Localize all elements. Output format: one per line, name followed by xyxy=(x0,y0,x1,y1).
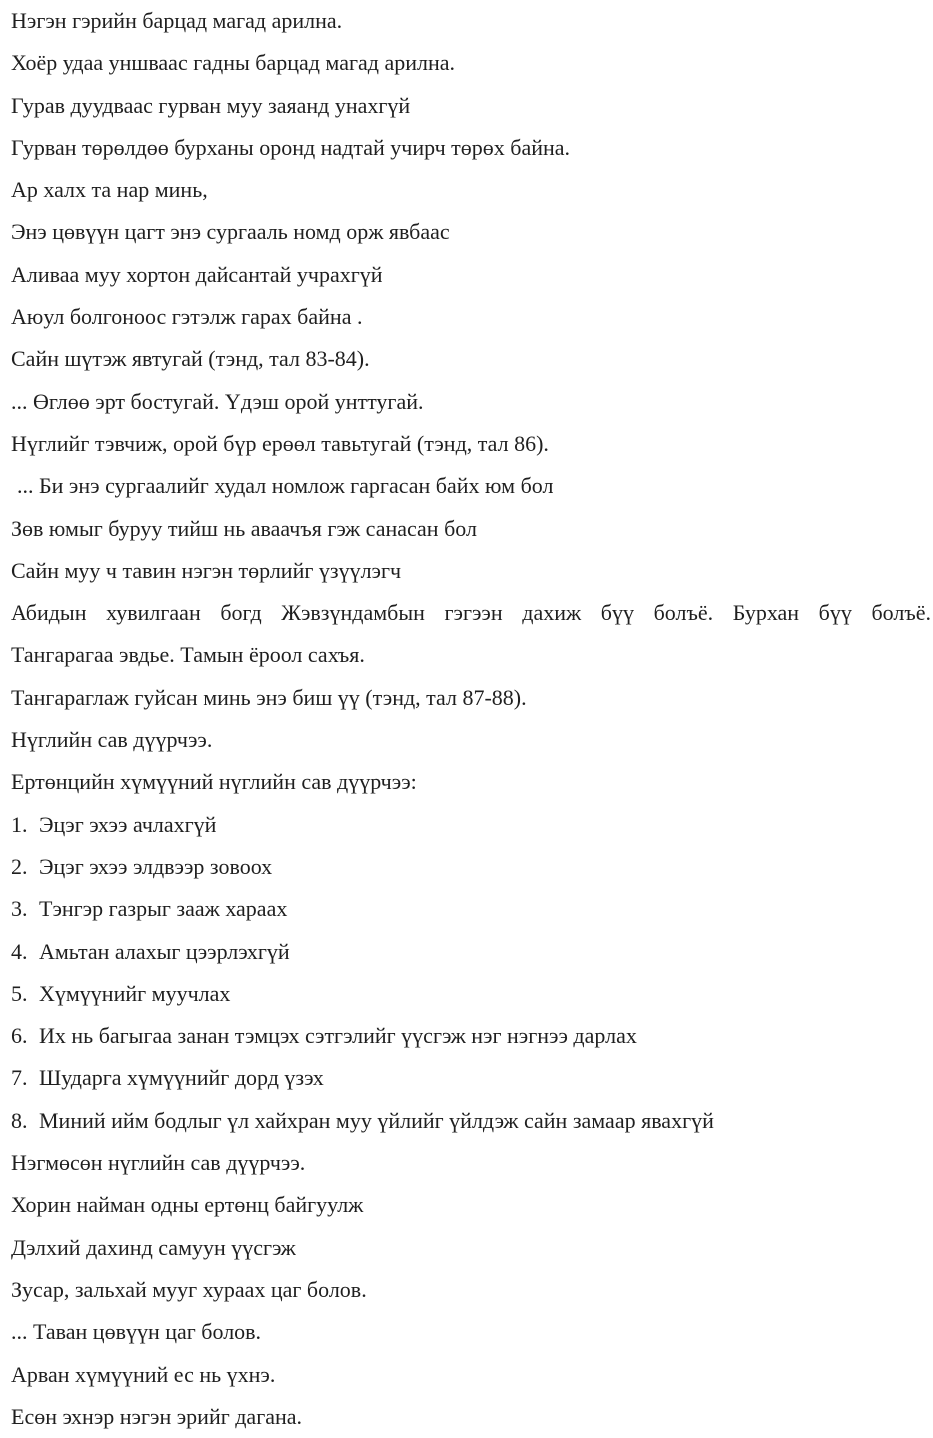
list-text: Миний ийм бодлыг үл хайхран муу үйлийг үйлдэж сайн замаар явахгүй xyxy=(39,1107,714,1133)
text-line: Тангарагаа эвдье. Тамын ёроол сахъя. xyxy=(11,642,365,668)
list-text: Хүмүүнийг муучлах xyxy=(39,980,231,1006)
list-number: 8. xyxy=(11,1107,28,1133)
list-number: 7. xyxy=(11,1065,28,1091)
text-line: Сайн муу ч тавин нэгэн төрлийг үзүүлэгч xyxy=(11,557,402,583)
list-text: Их нь багыгаа занан тэмцэх сэтгэлийг үүсгэж нэг нэгнээ дарлах xyxy=(39,1023,637,1049)
text-line: ... Би энэ сургаалийг худал номлож гаргасан байх юм бол xyxy=(17,473,554,499)
list-text: Эцэг эхээ элдвээр зовоох xyxy=(39,853,273,879)
list-text: Амьтан алахыг цээрлэхгүй xyxy=(39,938,290,964)
list-number: 4. xyxy=(11,938,28,964)
list-number: 6. xyxy=(11,1023,28,1049)
list-item xyxy=(0,1100,933,1142)
text-line: Нэгмөсөн нүглийн сав дүүрчээ. xyxy=(11,1150,306,1176)
text-line: Аюул болгоноос гэтэлж гарах байна . xyxy=(11,304,363,330)
text-line: Арван хүмүүний ес нь үхнэ. xyxy=(11,1361,276,1387)
text-line: Сайн шүтэж явтугай (тэнд, тал 83-84). xyxy=(11,346,370,372)
text-line: Хоёр удаа уншваас гадны барцад магад арилна. xyxy=(11,50,456,76)
list-text: Эцэг эхээ ачлахгүй xyxy=(39,811,217,837)
text-line: Хорин найман одны ертөнц байгуулж xyxy=(11,1192,364,1218)
list-item xyxy=(0,1057,933,1099)
list-item xyxy=(0,1015,933,1057)
text-line: Гурван төрөлдөө бурханы оронд надтай учирч төрөх байна. xyxy=(11,134,571,160)
text-line: Есөн эхнэр нэгэн эрийг дагана. xyxy=(11,1403,303,1429)
text-line: ... Таван цөвүүн цаг болов. xyxy=(11,1319,262,1345)
list-item xyxy=(0,888,933,930)
text-line: Дэлхий дахинд самуун үүсгэж xyxy=(11,1234,296,1260)
list-item xyxy=(0,973,933,1015)
text-line: Нэгэн гэрийн барцад магад арилна. xyxy=(11,8,343,33)
text-line: Нүглийг тэвчиж, орой бүр ерөөл тавьтугай (тэнд, тал 86). xyxy=(11,430,549,456)
list-number: 2. xyxy=(11,853,28,879)
list-item xyxy=(0,804,933,846)
text-line-justified: Абидын хувилгаан богд Жэвзүндамбын гэгээн дахиж бүү болъё. Бурхан бүү болъё. xyxy=(11,600,931,626)
list-text: Тэнгэр газрыг зааж хараах xyxy=(39,896,288,922)
text-line: Энэ цөвүүн цагт энэ сургааль номд орж явбаас xyxy=(11,219,450,245)
list-number: 3. xyxy=(11,896,28,922)
list-text: Шударга хүмүүнийг дорд үзэх xyxy=(39,1065,324,1091)
list-item xyxy=(0,846,933,888)
list-item xyxy=(0,931,933,973)
text-line: Тангараглаж гуйсан минь энэ биш үү (тэнд, тал 87-88). xyxy=(11,684,527,710)
list-number: 1. xyxy=(11,811,28,837)
text-line: Зөв юмыг буруу тийш нь аваачъя гэж санасан бол xyxy=(11,515,477,541)
text-line: Ертөнцийн хүмүүний нүглийн сав дүүрчээ: xyxy=(11,769,417,795)
text-line: Ар халх та нар минь, xyxy=(11,177,208,203)
list-number: 5. xyxy=(11,980,28,1006)
text-line: Нүглийн сав дүүрчээ. xyxy=(11,727,213,753)
text-line: ... Өглөө эрт бостугай. Үдэш орой унттугай. xyxy=(11,388,424,414)
text-line: Зусар, зальхай мууг хураах цаг болов. xyxy=(11,1276,367,1302)
text-line: Гурав дуудваас гурван муу заяанд унахгүй xyxy=(11,92,411,118)
text-line: Аливаа муу хортон дайсантай учрахгүй xyxy=(11,261,383,287)
